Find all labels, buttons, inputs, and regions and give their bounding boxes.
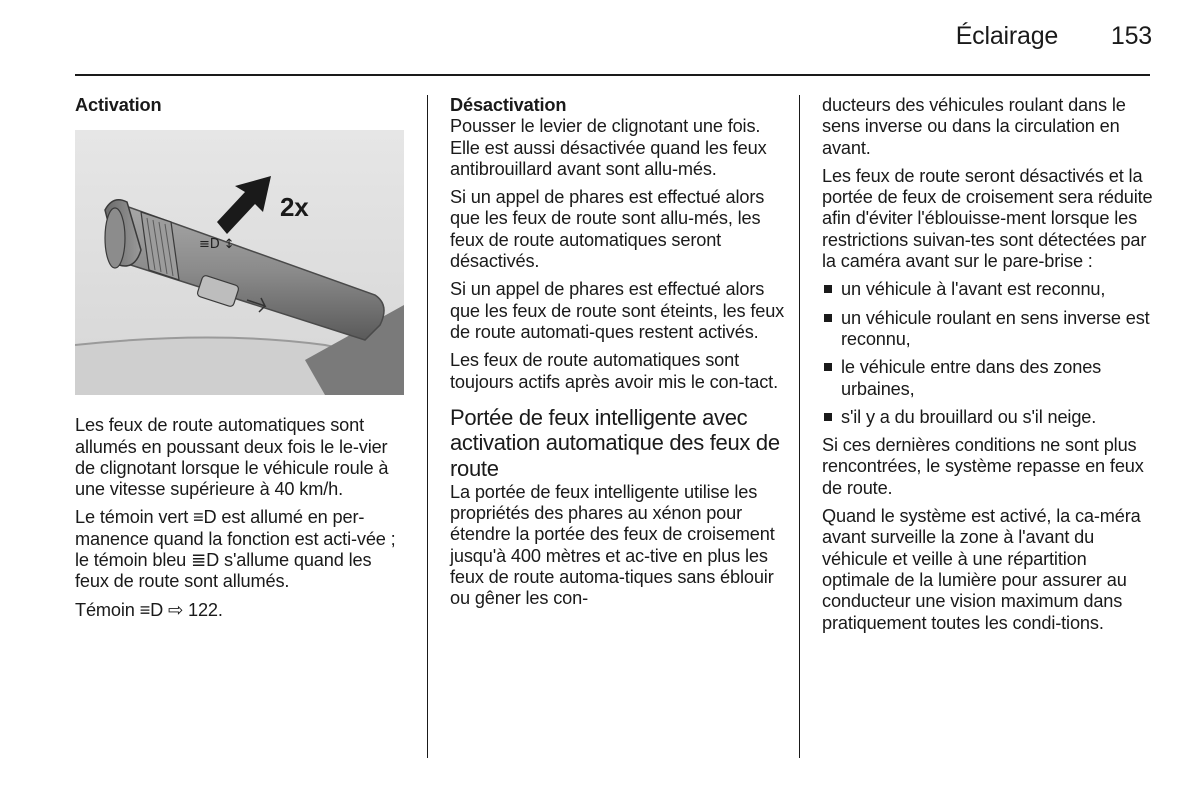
deactivation-paragraph-4: Les feux de route automatiques sont toujours actifs après avoir mis le con-tact. <box>450 350 778 392</box>
section-paragraph-1: La portée de feux intelligente utilise les propriétés des phares au xénon pour étendre la portée des feux de croisement jusqu'à 400 mètres et ac-tive en plus les feux de route automa-tiques sans éblouir ou gêner les con- <box>450 481 775 609</box>
list-item: le véhicule entre dans des zones urbaines, <box>822 357 1157 400</box>
conditions-paragraph-4: Quand le système est activé, la ca-méra avant surveille la zone à l'avant du véhicule et veille à une répartition optimale de la lumière pour assurer au conducteur une vision maximum dans pratiquement toutes les condi-tions. <box>822 506 1141 633</box>
chapter-title: Éclairage <box>955 22 1059 50</box>
deactivation-paragraph-1: Pousser le levier de clignotant une fois. Elle est aussi désactivée quand les feux antibrouillard avant sont allu-més. <box>450 116 767 179</box>
column-2 <box>450 95 785 616</box>
activation-paragraph-1: Les feux de route automatiques sont allumés en poussant deux fois le le-vier de clignotant lorsque le véhicule roule à une vitesse supérieure à 40 km/h. <box>75 415 389 500</box>
conditions-paragraph-3: Si ces dernières conditions ne sont plus rencontrées, le système repasse en feux de route. <box>822 435 1144 498</box>
page-header <box>956 22 1152 51</box>
indicator-reference: Témoin ≡D ⇨ 122. <box>75 599 223 620</box>
header-rule <box>75 74 1150 76</box>
conditions-intro: Les feux de route seront désactivés et la portée de feux de croisement sera réduite afin d'éviter l'éblouisse-ment lorsque les restrictions suivan-tes sont détectées par la caméra avant sur le pare-brise : <box>822 165 1153 272</box>
section-title: Portée de feux intelligente avec activation automatique des feux de route <box>450 404 780 482</box>
list-item: s'il y a du brouillard ou s'il neige. <box>822 407 1157 428</box>
turn-signal-lever-illustration <box>75 130 404 395</box>
deactivation-paragraph-3: Si un appel de phares est effectué alors que les feux de route sont éteints, les feux de route automati-ques restent activés. <box>450 279 785 342</box>
deactivation-paragraph-2: Si un appel de phares est effectué alors que les feux de route sont allu-més, les feux de route automatiques seront désactivés. <box>450 187 765 272</box>
svg-text:≡D ↕: ≡D ↕ <box>199 237 235 253</box>
column-1 <box>75 95 410 628</box>
deactivation-heading: Désactivation <box>450 95 567 115</box>
column-divider <box>427 95 428 758</box>
page-number: 153 <box>1110 22 1152 50</box>
continued-paragraph: ducteurs des véhicules roulant dans le sens inverse ou dans la circulation en avant. <box>822 95 1126 158</box>
activation-paragraph-2: Le témoin vert ≡D est allumé en per-manence quand la fonction est acti-vée ; le témoin bleu ≣D s'allume quand les feux de route sont allumés. <box>75 507 396 592</box>
conditions-list <box>822 279 1157 428</box>
list-item: un véhicule à l'avant est reconnu, <box>822 279 1157 300</box>
column-3 <box>822 95 1157 641</box>
column-divider <box>799 95 800 758</box>
push-count-label: 2x <box>280 192 309 223</box>
list-item: un véhicule roulant en sens inverse est reconnu, <box>822 308 1157 351</box>
activation-heading: Activation <box>75 95 162 115</box>
